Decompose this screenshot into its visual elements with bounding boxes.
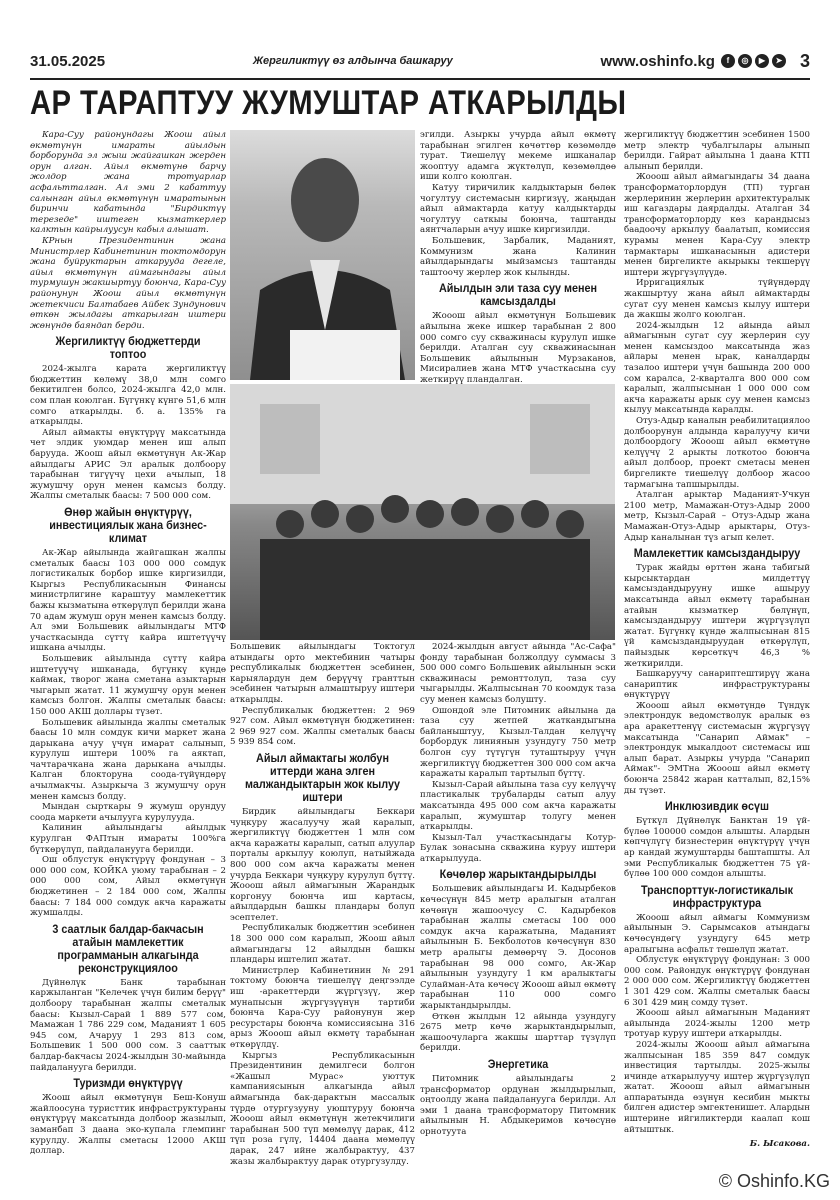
telegram-icon[interactable]: ➤ bbox=[772, 54, 786, 68]
portrait-illustration bbox=[230, 130, 415, 380]
paragraph: Кыргыз Республикасынын Президентинин демилгеси болгон «Жашыл Мурас» уюттук кампаниясынын алкагында айыл аймагында бак-дарактын массалык түрдө отургузууну уюштуруу боюнча Жооош айыл өкмөтүнүн жетекчилиги тарабынан 500 түп мөмөлүү дарак, 412 түп роза гүлү, 14404 даана мөмөлүү дарак, 247 ийне жалбырактуу, 437 жазы жалбырактуу дарак отургузулду. bbox=[230, 1050, 415, 1167]
paragraph: Аталган арыктар Маданият-Учкун 2100 метр, Мамажан-Отуз-Адыр 2000 метр, Кызыл-Сарай – Отуз-Адыр жана Мамажан-Отуз-Адыр арыктары, Отуз-Адыр каналынан түз агып келет. bbox=[624, 490, 810, 543]
paragraph: Калинин айылындагы айылдык курулган ФАПтын имараты 100%га бүткөрүлүп, пайдаланууга берилди. bbox=[30, 823, 226, 855]
paragraph: Ирригациялык түйүндөрдү жакшыртуу жана айыл аймактарды сугат суу менен камсыз кылуу иштери да жакшы жолго коюлган. bbox=[624, 278, 810, 321]
paragraph: Республикалык бюджеттен: 2 969 927 сом. Айыл өкмөтүнүн бюджетинен: 2 969 927 сом. Жалпы сметалык баасы 5 939 854 сом. bbox=[230, 705, 415, 748]
paragraph: Ак-Жар айылында жайгашкан жалпы сметалык баасы 103 000 000 сомдук логистикалык борбор ишке киргизилди, Кыргыз Республикасынын Финансы министрлигине караштуу мамлекеттик бажы кызматына өткөрүлүп берилди жана 70 адам жумуш орун менен камсыз болду. Ал эми Большевик айылындагы МТФ участкасында сүттү кайра иштетүүчү ишкана ачылды. bbox=[30, 548, 226, 654]
facebook-icon[interactable]: f bbox=[721, 54, 735, 68]
page-number: 3 bbox=[799, 50, 810, 71]
paragraph: Жооош айыл аймагынын Маданият айылында 2024-жылы 1200 метр тротуар куруу иштери аткарылды. bbox=[624, 1008, 810, 1040]
lead-paragraph-2: КРнын Президентинин жана Министрлер Кабинетинин токтомдорун жана буйруктарын аткарууда дегеле, айыл өкмөтүнүн аймагындагы айыл турмушун жакшыртуу боюнча, Кара-Суу районунун Жоош айыл өкмөтүнүн жетекчиси Балтабаев Айбек Зундунович өткөн жылдагы аткарылган иштери жөнүндө баяндап берди. bbox=[30, 235, 226, 331]
paragraph: Ошондой эле Питомник айылына да таза суу жетпей жаткандыгына байланыштуу, Кызыл-Талдан келүүчү борбордук линиянын узундугу 750 метр болгон суу түтүгүн туташтыруу үчүн жергиликтүү бюджеттен 300 000 сом акча каражаты каралып тартылып бүттү. bbox=[420, 705, 616, 780]
paragraph: Бүткүл Дүйнөлүк Банктан 19 үй-бүлөө 100000 сомдон алышты. Алардын көпчүлүгү бизнестерин өнүктүрүү үчүн ар кандай жумуштарды баштапшты. Ал эми Республикалык бюджеттен 75 үй-бүлөө 100 000 сомдон алышты. bbox=[624, 816, 810, 880]
column-3-top bbox=[420, 130, 616, 642]
lead-paragraph-1: Кара-Суу районундагы Жоош айыл өкмөтүнүн имараты айылдын борборунда эл жыш жайгашкан жерден орун алган. Айыл өкмөтүнө барчу жолдор жана тротуарлар асфальтталган. Ал эми 2 кабаттуу салынган айыл өкмөтүнүн имаратынын биринчи кабатында "Бирдиктүү терезеде" иштеген кызматкерлер калктын кайрылуусун кабыл алышат. bbox=[30, 130, 226, 236]
instagram-icon[interactable]: ◎ bbox=[738, 54, 752, 68]
subheading-transport: Транспорттук-логистикалык инфраструктура bbox=[640, 882, 794, 910]
subheading-tourism: Туризмди өнүктүрүү bbox=[73, 1076, 183, 1091]
article-title: АР ТАРАПТУУ ЖУМУШТАР АТКАРЫЛДЫ bbox=[30, 84, 627, 122]
watermark: © Oshinfo.KG bbox=[718, 1171, 830, 1191]
paragraph: Жооош айыл өкмөтүнүн Большевик айылына жеке ишкер тарабынан 2 800 000 сомго суу скважинасы курулуп ишке берилди. Аталган суу скважинасынан Большевик айылынын Мурзаканов, Мисиралиев жана МТФ участкасына суу жеткирүү пландалган. bbox=[420, 311, 616, 385]
paragraph: Айыл аймакты өнүктүрүү максатында чет элдик уюмдар менен иш алып барууда. Жоош айыл өкмөтүнүн Ак-Жар айылдагы АРИС Эл аралык долбоору тарабынан тигүүчү цехи ачылып, 18 жумушчу орун менен камсыз болду. Жалпы сметалык баасы: 7 500 000 сом. bbox=[30, 427, 226, 502]
paragraph: 2024-жылдын август айында "Ас-Сафа" фонду тарабынан болжолдуу суммасы 3 500 000 сомго Большевик айылынын эски скважинасы ремонттолуп, таза суу чыгарылды. Жалпысынан 70 коомдук таза суу менен камсыз болушту. bbox=[420, 642, 616, 705]
paragraph: 2024-жылы Жооош айыл аймагына жалпысынан 185 359 847 сомдук инвестиция тартылды. 2025-жылы ичинде аткарылуучу иштер жүргүзүлүп жатат. Жооош айыл аймагынын аппаратында өзүнүн кесибин мыкты билген адистер эмгектенишет. Алардын иштерине ийгиликтерди каалап кош айтыштык. bbox=[624, 1039, 810, 1135]
photo-caption: Большевик айылындагы Токтогул атындагы орто мектебинин чатыры республикалык бюджеттен эсебинен, карыялардун дем берүүчү гранттын эсебинен чатырын алмаштыруу иштери аткарылды. bbox=[230, 642, 415, 705]
page-header bbox=[30, 46, 810, 76]
subheading-kindergarten: 3 саатлык балдар-бакчасын атайын мамлекеттик программанын алкагында реконструкциялоо bbox=[52, 921, 204, 975]
subheading-inclusive-growth: Инклюзивдик өсүш bbox=[664, 799, 770, 814]
section-slogan: Жергиликтүү өз алдынча башкаруу bbox=[252, 55, 453, 67]
site-url[interactable]: www.oshinfo.kg bbox=[600, 52, 715, 70]
paragraph: Жооош айыл өкмөтүндө Түндүк электрондук ведомстволук аралык өз ара аракеттенүү системасын жүргүзүү максатында "Санарип Аймак" – электрондук мыкалдоот системасы иш алып барат. Азыркы учурда "Санарип Аймак"- ЭМТна Жооош айыл өкмөтү боюнча 25842 жаран катталып, 82,15% ды түзөт. bbox=[624, 700, 810, 796]
subheading-budget: Жергиликтүү бюджеттерди топтоо bbox=[55, 334, 201, 362]
paragraph: Большевик айылында сүттү кайра иштетүүчү ишканада, бүгүнкү күндө каймак, творог жана сметана азыктарын чыгарып жатат. 11 жумушчу орун менен камсыз болгон. Жалпы сметалык баасы: 150 000 АКШ доллары түзөт. bbox=[30, 653, 226, 717]
column-4 bbox=[624, 130, 810, 1185]
paragraph: Турак жайды өрттөн жана табигый кырсыктардан милдеттүү камсыздандырууну ишке ашыруу максатында айыл өкмөтү тарабынан атайын кызматкер бөлүнүп, камсыздандыруу иштери жүргүзүлүп жатат. Бүгүнкү күндө жалпысынан 815 үй камсыздандыруудан өткөрүлүп, пайыздык көрсөткүч 46,3 % жеткирилди. bbox=[624, 563, 810, 669]
paragraph: 2024-жылга карата жергиликтүү бюджеттин көлөмү 38,0 млн сомго бекитилген болсо, 2024-жылга 42,0 млн. сом план коюлган. Бүгүнкү күнгө 51,6 млн сомго аткарылды. б. а. 135% га аткарылды. bbox=[30, 364, 226, 428]
paragraph: Жооош айыл аймагы Коммунизм айылынын Э. Сарымсаков атындагы көчөсүндөгү узундугу 645 метр аралыгына асфальт төшөлүп жатат. bbox=[624, 912, 810, 955]
paragraph: Питомник айылындагы 2 трансформатор ордунан жылдырылып, оңтоолду жана пайдаланууга берилди. Ал эми 1 даана трансформатору Питомник айылынын Н. Абдыкеримов көчөсүнө орнотуута bbox=[420, 1073, 616, 1137]
paragraph: Большевик айылындагы И. Кадырбеков көчөсүнүн 845 метр аралыгын аталган көчөнүн жашоочусу С. Кадырбеков тарабынан жалпы сметасы 100 000 сомдук акча каражатына, Маданият айылынын Б. Бекболотов көчөсүнүн 830 метр аралыгы демөөрчү Э. Досонов тарабынан 98 000 сомго, Ак-Жар айылынын узундугу 1 км аралыктагы Сулайман-Ата көчөсү Жооош айыл өкмөтү тарабынан 110 000 сомго жарыктандырылды. bbox=[420, 884, 616, 1011]
header-rule bbox=[30, 78, 810, 80]
issue-date: 31.05.2025 bbox=[30, 52, 106, 70]
paragraph: Мындан сырткары 9 жумуш орундуу соода маркети ачылууга курулууда. bbox=[30, 802, 226, 823]
subheading-insurance: Мамлекеттик камсыздандыруу bbox=[633, 546, 801, 561]
subheading-clean-water: Айылдын эли таза суу менен камсыздалды bbox=[438, 281, 598, 309]
paragraph: эгилди. Азыркы учурда айыл өкмөтү тарабынан эгилген көчөттөр көзөмөлдө турат. Тиешелүү мекеме ишканалар жооптуу адамга жүктөлүп, көзөмөлдөө иши колго коюлган. bbox=[420, 130, 616, 183]
paragraph: жергиликтүү бюджеттин эсебинен 1500 метр электр чубалгылары алынып берилди. Гайрат айылына 1 даана КТП алынып берилди. bbox=[624, 130, 810, 172]
portrait-photo bbox=[230, 130, 415, 380]
paragraph: Өткөн жылдын 12 айында узундугу 2675 метр көчө жарыктандырылып, жашоочуларга жакшы шарттар түзүлүп берилди. bbox=[420, 1011, 616, 1054]
paragraph: Отуз-Адыр каналын реабилитациялоо долбоорунун алдында каралуучу кичи долбоордогу Жооош айыл өкмөтүнө келүүчү 2 арыкты лоткотоо боюнча айыл долбоор, проект сметасы менен биргеликте тиешелүү долбоор жасоо тармагына тапшырылды. bbox=[624, 416, 810, 490]
paragraph: Кызыл-Тал участкасындагы Котур-Булак зонасына скважина куруу иштери аткарылууда. bbox=[420, 832, 616, 864]
column-1 bbox=[30, 130, 226, 1185]
column-3 bbox=[420, 642, 616, 1182]
author-signature: Б. Ысакова. bbox=[749, 1139, 810, 1150]
subheading-energy: Энергетика bbox=[487, 1056, 549, 1071]
paragraph: Жоош айыл өкмөтүнүн Беш-Конуш жайлоосуна туристтик инфраструктураны өнүктүрүү максатында долбоор жазылып, заманбап 3 даана эко-купала глемпинг курулду. Жалпы сметасы 12000 АКШ доллар. bbox=[30, 1093, 226, 1157]
paragraph: Бирдик айылындагы Беккари чуңкуру жасалуучу жай каралып, жергиликтүү бюджеттен 1 млн сом акча каражаты каралып, сатып алуулар порталы аркылуу коюлуп, натыйжада 800 000 сом акча каражаты менен учурда Беккари чуңкуру курулуп бүттү. Жооош айыл аймагынын Жарандык коргонуу боюнча иш картасы, айылдардын башкы пландары болуп эсептелет. bbox=[230, 806, 415, 923]
youtube-icon[interactable]: ▶ bbox=[755, 54, 769, 68]
paragraph: Башкаруучу санариптештирүү жана санариптик инфраструктураны өнүктүрүү bbox=[624, 669, 810, 701]
column-2 bbox=[230, 642, 415, 1182]
paragraph: Облустук өнүктүрүү фондунан: 3 000 000 сом. Райондук өнүктүрүү фондунан 2 000 000 сом. Жергиликтүү бюджеттен 1 301 429 сом. Жалпы сметалык баасы 6 301 429 миң сомду түзөт. bbox=[624, 955, 810, 1008]
social-icons bbox=[721, 54, 786, 68]
paragraph: Жооош айыл аймагындагы 34 даана трансформаторлордун (ТП) турган жерлеринин жерлерин архитектуралык иш кагаздары даярдалды. Аталган 34 трансформаторлорду көз карандысыз баадоочу аркылуу баалатып, комиссия курамы менен Кара-Суу электр тармактары ишканасынын адистери менен биргеликте акырыкы текшерүү иштери жүргүзүлүүдө. bbox=[624, 172, 810, 278]
paragraph: 2024-жылдын 12 айында айыл аймагынын сугат суу жерлерин суу менен камсыздоо максатында жаз айлары менен ырак, каналдарды тазалоо иштери үчүн башында 200 000 сом каралса, 2-кварталга 800 000 сом каралып, жалпысынан 1 000 000 сом акча каражаты арык суу менен камсыз кылуу максатында каралды. bbox=[624, 320, 810, 416]
paragraph: Большевик айылында жалпы сметалык баасы 10 млн сомдук кичи маркет жана дарыкана ачуу үчүн имарат салынып, курулуш иштери 100% га аяктап, чачтарачкана жана дарыкана ачылды. Калган блокторуна соода-түйүндөрү ачылмакчы. Азыркыча 3 жумушчу орун менен камсыз болду. bbox=[30, 717, 226, 802]
paragraph: Ош облустук өнүктүрүү фондунан – 3 000 000 сом, КОЙКА уюму тарабынан – 2 000 000 сом, Айыл өкмөтүнүн бюджетинен – 2 184 000 сом, Жалпы баасы: 7 184 000 сомдук акча каражаты жумшалды. bbox=[30, 855, 226, 919]
paragraph: Министрлер Кабинетинин №291 токтому боюнча тиешелүү деңгээлде иш -аракеттерди жүргүзүү, жер мунапысын жүргүзүүнүн тартиби боюнча Кара-Суу районунун жер ресурстары боюнча комиссиясына 316 арыз Жооош айыл өкмөтү тарабынан өткөрүлдү. bbox=[230, 965, 415, 1050]
subheading-stray-animals: Айыл аймактагы жолбун иттерди жана элген малжандыктарын жок кылуу иштери bbox=[245, 750, 400, 804]
subheading-industry: Өнөр жайын өнүктүрүү, инвестициялык жана бизнес-климат bbox=[49, 505, 207, 545]
subheading-street-lighting: Көчөлөр жарыктандырылды bbox=[439, 867, 597, 882]
paragraph: Дүйнөлүк Банк тарабынан каржыланган "Келечек үчүн билим берүү" долбоору тарабынан жалпы сметалык баасы: Кызыл-Сарай 1 889 577 сом, Мамажан 1 786 229 сом, Маданият 1 605 945 сом, Ачаруу 1 293 813 сом, Большевик 1 500 000 сом. 3 сааттык балдар-бакчасы 2024-жылдын 30-майында пайдаланууга берилди. bbox=[30, 977, 226, 1073]
paragraph: Кызыл-Сарай айылына таза суу келүүчү пластикалык трубаларды сатып алуу максатында 495 000 сом акча каражаты каралып, жумуштар толугу менен аткарылды. bbox=[420, 779, 616, 833]
paragraph: Катуу тиричилик калдыктарын бөлөк чогултуу системасын киргизүү, жаңыдан айыл аймактарда катуу калдыктарды чогултуу саткыы боюнча, таштанды аянтчаларын ачуу ишке киргизилди. bbox=[420, 182, 616, 236]
paragraph: Республикалык бюджеттин эсебинен 18 300 000 сом каралып, Жоош айыл аймагындагы 12 айылдын башкы пландары иштелип жатат. bbox=[230, 923, 415, 966]
paragraph: Большевик, Зарбалик, Маданият, Коммунизм жана Калинин айылдарындагы мыйзамсыз таштанды таштоочу жерлер жок кылынды. bbox=[420, 235, 616, 278]
header-right bbox=[601, 51, 810, 72]
